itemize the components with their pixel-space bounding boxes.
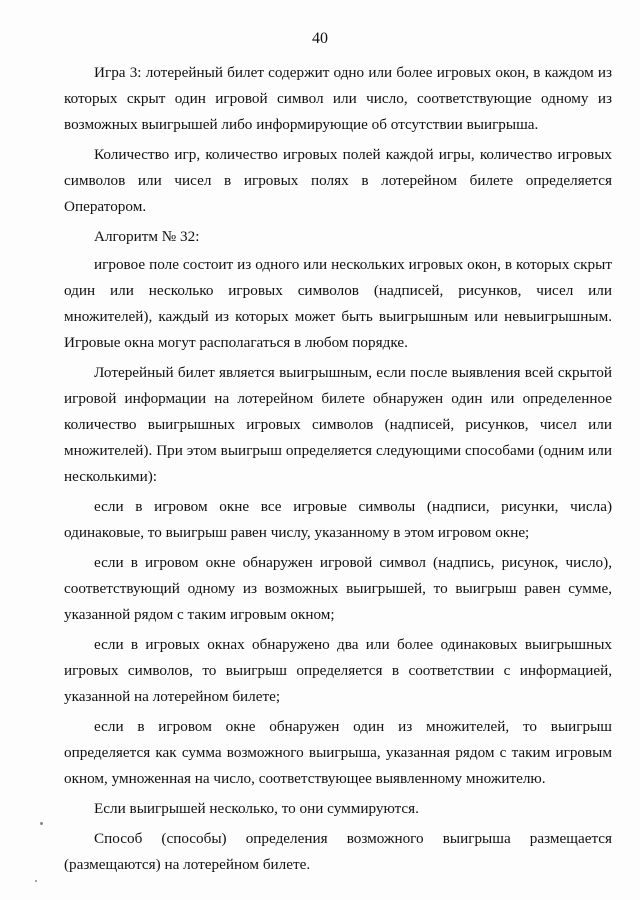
paragraph-game-3: Игра 3: лотерейный билет содержит одно или более игровых окон, в каждом из которых скрыт один игровой символ или число, соответствующие одному из возможных выигрышей либо информирующие об отсутствии выигрыша. [64, 64, 612, 133]
document-body [64, 60, 612, 882]
paragraph-winning-ticket: Лотерейный билет является выигрышным, если после выявления всей скрытой игровой информации на лотерейном билете обнаружен один или определенное количество выигрышных игровых символов (надписей, рисунков, чисел или множителей). При этом выигрыш определяется следующими способами (одним или несколькими): [64, 364, 612, 485]
paragraph-summation: Если выигрышей несколько, то они суммируются. [94, 800, 419, 817]
page-number: 40 [312, 30, 328, 47]
paragraph-method-placement: Способ (способы) определения возможного выигрыша размещается (размещаются) на лотерейном билете. [64, 830, 612, 873]
algorithm-heading: Алгоритм № 32: [94, 228, 200, 245]
paragraph-rule-identical-symbols: если в игровом окне все игровые символы (надписи, рисунки, числа) одинаковые, то выигрыш равен числу, указанному в этом игровом окне; [64, 498, 612, 541]
paragraph-rule-multiple-symbols: если в игровых окнах обнаружено два или более одинаковых выигрышных игровых символов, то выигрыш определяется в соответствии с информацией, указанной на лотерейном билете; [64, 636, 612, 705]
scan-speck [40, 822, 43, 825]
paragraph-rule-multiplier: если в игровом окне обнаружен один из множителей, то выигрыш определяется как сумма возможного выигрыша, указанная рядом с таким игровым окном, умноженная на число, соответствующее выявленному множителю. [64, 718, 612, 787]
scan-speck [35, 880, 37, 882]
paragraph-game-field: игровое поле состоит из одного или нескольких игровых окон, в которых скрыт один или несколько игровых символов (надписей, рисунков, чисел или множителей), каждый из которых может быть выигрышным или невыигрышным. Игровые окна могут располагаться в любом порядке. [64, 256, 612, 351]
paragraph-rule-matching-symbol: если в игровом окне обнаружен игровой символ (надпись, рисунок, число), соответствующий одному из возможных выигрышей, то выигрыш равен сумме, указанной рядом с таким игровым окном; [64, 554, 612, 623]
paragraph-game-count: Количество игр, количество игровых полей каждой игры, количество игровых символов или чисел в игровых полях в лотерейном билете определяется Оператором. [64, 146, 612, 215]
